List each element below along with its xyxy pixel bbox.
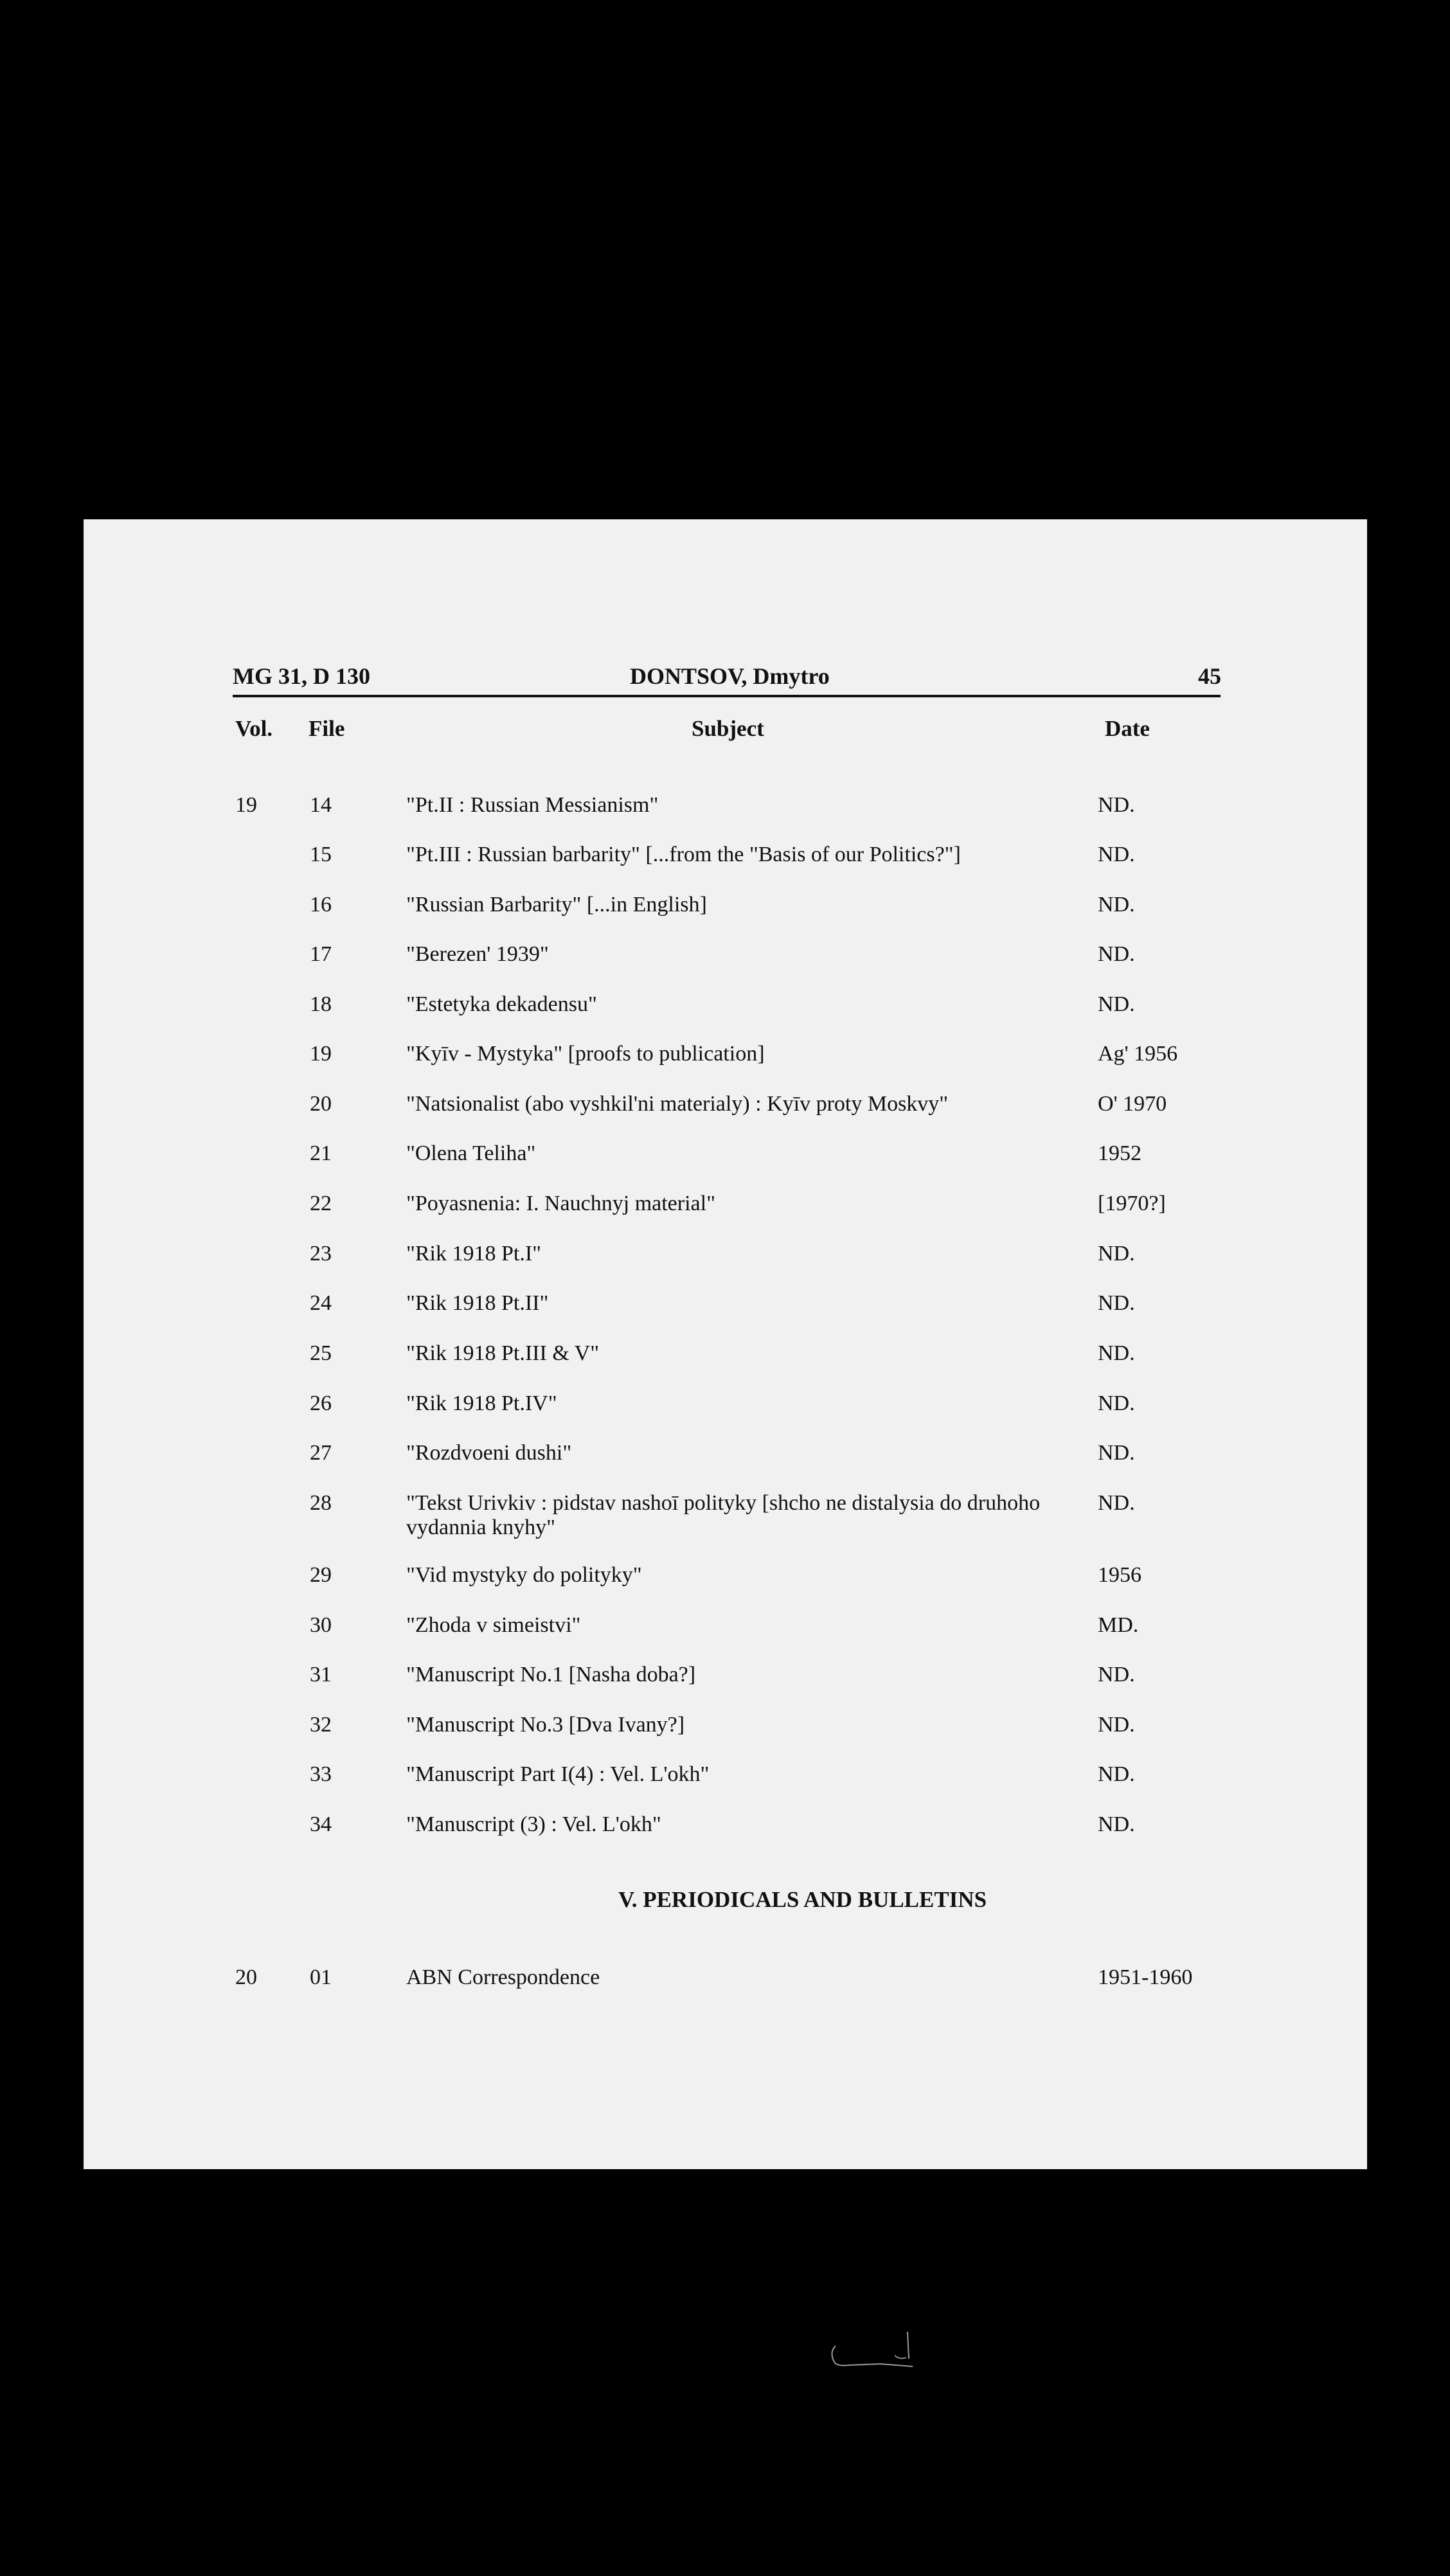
subject-cell: "Rik 1918 Pt.II" <box>406 1291 549 1315</box>
file-cell: 22 <box>310 1192 332 1215</box>
file-cell: 18 <box>310 992 332 1016</box>
subject-cell: "Manuscript Part I(4) : Vel. L'okh" <box>406 1762 710 1786</box>
date-cell: [1970?] <box>1098 1192 1166 1215</box>
subject-cell: "Natsionalist (abo vyshkil'ni materialy) : Kyīv proty Moskvy" <box>406 1092 949 1116</box>
vol-cell: 19 <box>235 793 257 817</box>
subject-cell: "Estetyka dekadensu" <box>406 992 597 1016</box>
subject-cell: "Vid mystyky do polityky" <box>406 1563 642 1587</box>
subject-cell: "Tekst Urivkiv : pidstav nashoī polityky [shcho ne distalysia do druhoho vydannia knyhy" <box>406 1491 1041 1539</box>
file-cell: 29 <box>310 1563 332 1587</box>
file-cell: 25 <box>310 1341 332 1365</box>
date-cell: 1952 <box>1098 1141 1141 1165</box>
header-rule <box>233 695 1221 697</box>
subject-cell: "Rik 1918 Pt.I" <box>406 1242 542 1266</box>
file-cell: 26 <box>310 1391 332 1415</box>
file-cell: 23 <box>310 1242 332 1266</box>
date-cell: ND. <box>1098 1291 1135 1315</box>
file-cell: 19 <box>310 1042 332 1066</box>
subject-cell: "Russian Barbarity" [...in English] <box>406 893 707 917</box>
subject-cell: ABN Correspondence <box>406 1965 600 1989</box>
date-cell: Ag' 1956 <box>1098 1042 1178 1066</box>
subject-cell: "Berezen' 1939" <box>406 942 549 966</box>
date-cell: ND. <box>1098 1242 1135 1266</box>
subject-cell: "Pt.III : Russian barbarity" [...from the "Basis of our Politics?"] <box>406 843 961 866</box>
date-cell: O' 1970 <box>1098 1092 1167 1116</box>
subject-cell: "Kyīv - Mystyka" [proofs to publication] <box>406 1042 765 1066</box>
date-cell: ND. <box>1098 1713 1135 1737</box>
date-cell: ND. <box>1098 843 1135 866</box>
subject-cell: "Poyasnenia: I. Nauchnyj material" <box>406 1192 715 1215</box>
subject-cell: "Rik 1918 Pt.IV" <box>406 1391 557 1415</box>
date-cell: MD. <box>1098 1613 1139 1637</box>
file-cell: 20 <box>310 1092 332 1116</box>
page-number: 45 <box>1198 663 1221 689</box>
subject-cell: "Zhoda v simeistvi" <box>406 1613 581 1637</box>
file-cell: 34 <box>310 1812 332 1836</box>
handwritten-mark <box>823 2327 990 2378</box>
date-cell: ND. <box>1098 1391 1135 1415</box>
date-cell: ND. <box>1098 942 1135 966</box>
file-cell: 30 <box>310 1613 332 1637</box>
column-header-date: Date <box>1105 716 1150 741</box>
column-header-subject: Subject <box>692 716 764 741</box>
date-cell: ND. <box>1098 1491 1135 1515</box>
file-cell: 14 <box>310 793 332 817</box>
subject-cell: "Rik 1918 Pt.III & V" <box>406 1341 600 1365</box>
subject-cell: "Pt.II : Russian Messianism" <box>406 793 659 817</box>
document-page <box>84 519 1367 2169</box>
file-cell: 33 <box>310 1762 332 1786</box>
file-cell: 16 <box>310 893 332 917</box>
date-cell: ND. <box>1098 992 1135 1016</box>
file-cell: 31 <box>310 1663 332 1686</box>
vol-cell: 20 <box>235 1965 257 1989</box>
file-cell: 15 <box>310 843 332 866</box>
section-title: V. PERIODICALS AND BULLETINS <box>618 1887 987 1912</box>
date-cell: ND. <box>1098 1762 1135 1786</box>
file-cell: 17 <box>310 942 332 966</box>
date-cell: ND. <box>1098 1812 1135 1836</box>
file-cell: 01 <box>310 1965 332 1989</box>
date-cell: 1951-1960 <box>1098 1965 1193 1989</box>
file-cell: 27 <box>310 1441 332 1465</box>
date-cell: ND. <box>1098 793 1135 817</box>
file-cell: 21 <box>310 1141 332 1165</box>
file-cell: 24 <box>310 1291 332 1315</box>
file-cell: 32 <box>310 1713 332 1737</box>
subject-cell: "Manuscript No.1 [Nasha doba?] <box>406 1663 696 1686</box>
date-cell: ND. <box>1098 1441 1135 1465</box>
date-cell: ND. <box>1098 893 1135 917</box>
subject-cell: "Manuscript (3) : Vel. L'okh" <box>406 1812 661 1836</box>
fonds-name: DONTSOV, Dmytro <box>630 663 830 689</box>
date-cell: ND. <box>1098 1663 1135 1686</box>
date-cell: ND. <box>1098 1341 1135 1365</box>
subject-cell: "Manuscript No.3 [Dva Ivany?] <box>406 1713 685 1737</box>
collection-reference: MG 31, D 130 <box>233 663 370 689</box>
subject-cell: "Rozdvoeni dushi" <box>406 1441 572 1465</box>
column-header-file: File <box>309 716 345 741</box>
column-header-vol: Vol. <box>235 716 273 741</box>
file-cell: 28 <box>310 1491 332 1515</box>
date-cell: 1956 <box>1098 1563 1141 1587</box>
subject-cell: "Olena Teliha" <box>406 1141 536 1165</box>
